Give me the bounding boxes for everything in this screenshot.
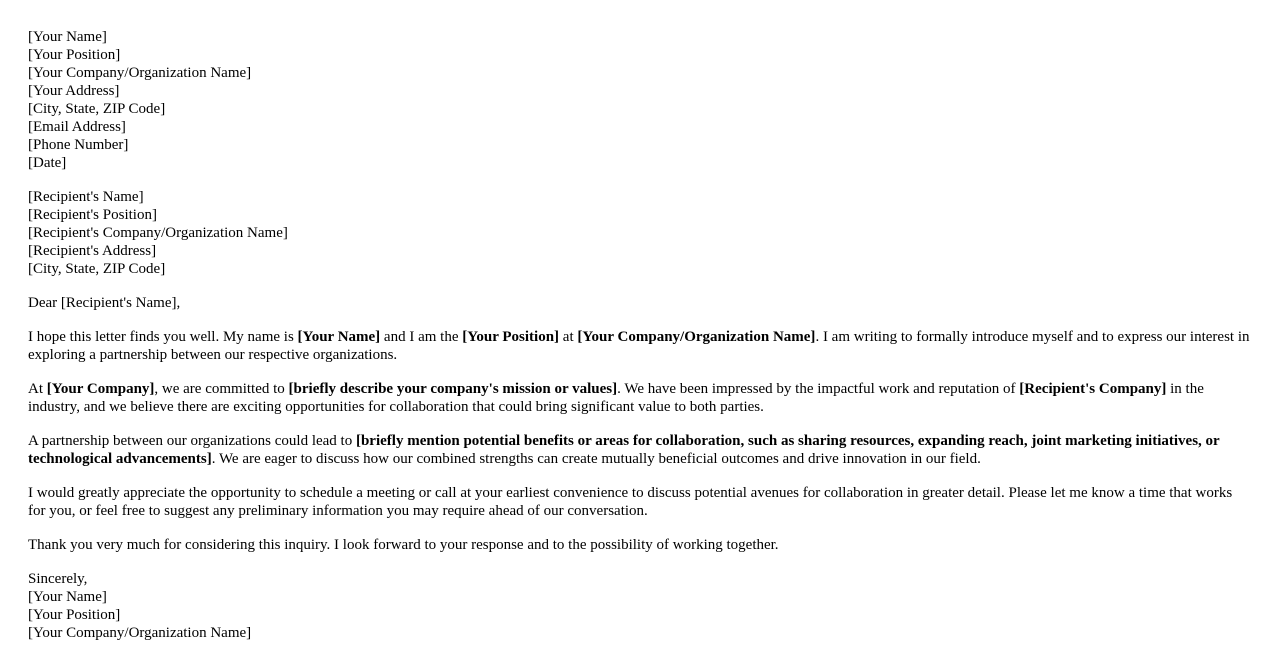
sender-email: [Email Address]: [28, 119, 126, 135]
placeholder-text: [Your Position]: [462, 329, 560, 345]
paragraph-text: in the industry, and we believe there are exciting opportunities for collaboration that could bring significant value to both parties.: [28, 381, 1204, 415]
paragraph-text: . I am writing to formally introduce myself and to express our interest in exploring a partnership between our respective organizations.: [28, 329, 1250, 363]
placeholder-text: [Your Name]: [297, 329, 381, 345]
sender-name: [Your Name]: [28, 29, 107, 45]
paragraph-text: . We have been impressed by the impactful work and reputation of: [617, 381, 1020, 397]
paragraph-partnership-benefits: [28, 432, 1253, 468]
placeholder-text: [Your Company/Organization Name]: [577, 329, 816, 345]
recipient-address-block: [28, 188, 1253, 278]
paragraph-text: Thank you very much for considering this inquiry. I look forward to your response and to the possibility of working together.: [28, 537, 779, 553]
sender-phone: [Phone Number]: [28, 137, 129, 153]
paragraph-text: . We are eager to discuss how our combined strengths can create mutually beneficial outcomes and drive innovation in our field.: [211, 451, 981, 467]
closing-block: [28, 570, 1253, 642]
paragraph-thank-you: [28, 536, 1253, 554]
paragraph-text: I hope this letter finds you well. My name is: [28, 329, 298, 345]
paragraph-text: and I am the: [380, 329, 463, 345]
recipient-address: [Recipient's Address]: [28, 243, 157, 259]
paragraph-text: At: [28, 381, 47, 397]
recipient-name: [Recipient's Name]: [28, 189, 144, 205]
sender-address: [Your Address]: [28, 83, 120, 99]
paragraph-text: , we are committed to: [154, 381, 289, 397]
paragraph-text: I would greatly appreciate the opportunity to schedule a meeting or call at your earliest convenience to discuss potential avenues for collaboration in greater detail. Please let me know a time that works for you, or feel free to suggest any preliminary information you may require ahead of our conversation.: [28, 485, 1233, 519]
letter-date: [Date]: [28, 155, 67, 171]
placeholder-text: [briefly describe your company's mission or values]: [288, 381, 618, 397]
recipient-company: [Recipient's Company/Organization Name]: [28, 225, 288, 241]
paragraph-introduction: [28, 328, 1253, 364]
paragraph-text: A partnership between our organizations could lead to: [28, 433, 356, 449]
signature-name: [Your Name]: [28, 589, 107, 605]
sender-city-state-zip: [City, State, ZIP Code]: [28, 101, 166, 117]
sender-position: [Your Position]: [28, 47, 121, 63]
placeholder-text: [Recipient's Company]: [1019, 381, 1167, 397]
closing-phrase: Sincerely,: [28, 571, 88, 587]
salutation: Dear [Recipient's Name],: [28, 295, 181, 311]
letter-document: [28, 28, 1253, 642]
recipient-city-state-zip: [City, State, ZIP Code]: [28, 261, 166, 277]
signature-company: [Your Company/Organization Name]: [28, 625, 252, 641]
placeholder-text: [briefly mention potential benefits or areas for collaboration, such as sharing resources, expanding reach, joint marketing initiatives, or technological advancements]: [28, 433, 1220, 467]
paragraph-meeting-request: [28, 484, 1253, 520]
sender-company: [Your Company/Organization Name]: [28, 65, 252, 81]
placeholder-text: [Your Company]: [46, 381, 155, 397]
paragraph-company-values: [28, 380, 1253, 416]
recipient-position: [Recipient's Position]: [28, 207, 157, 223]
sender-address-block: [28, 28, 1253, 172]
signature-position: [Your Position]: [28, 607, 121, 623]
paragraph-text: at: [559, 329, 578, 345]
